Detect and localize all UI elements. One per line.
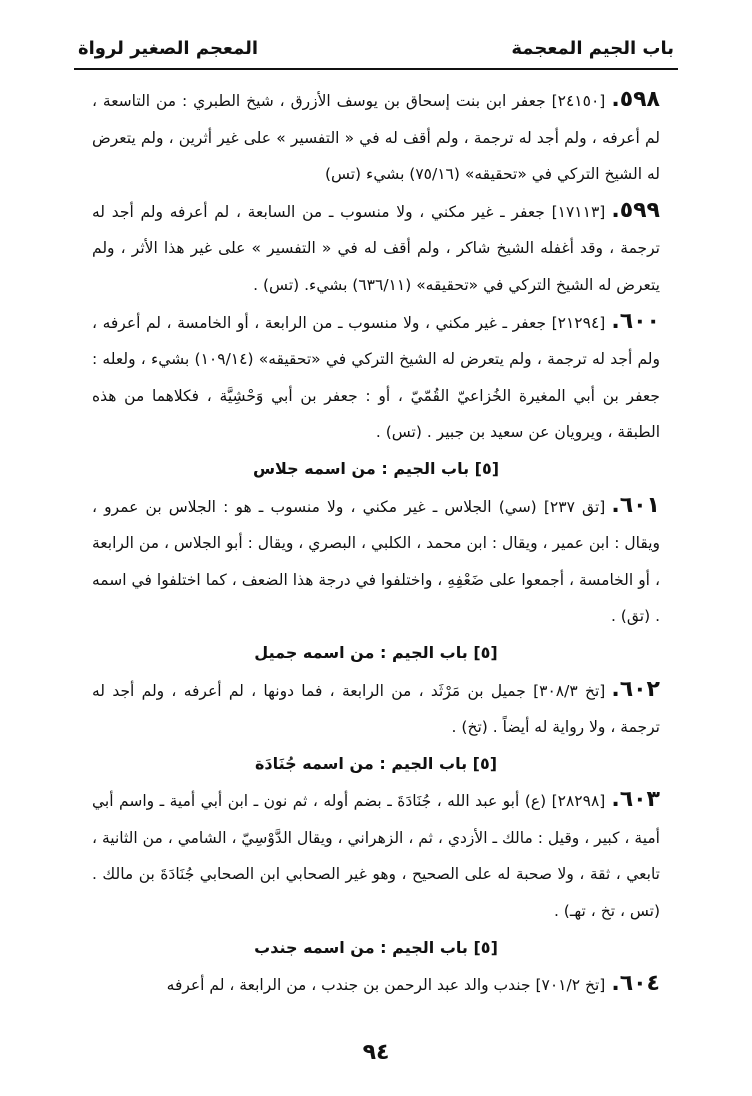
- entry-paragraph: [92, 966, 660, 1004]
- section-heading: [٥] باب الجيم : من اسمه جلاس: [252, 458, 500, 478]
- chapter-title: باب الجيم المعجمة: [511, 38, 674, 59]
- entry-text: [٢٨٢٩٨] (ع) أبو عبد الله ، جُنَادَةَ ـ بضم أوله ، ثم نون ـ ابن أبي أمية ـ واسم أبي أمية ، كبير ، وقيل : مالك ـ الأزدي ، ثم ، الزهراني ، ويقال الدَّوْسِيّ ، الشامي ، من الثانية ، تابعي ، ثقة ، ولا صحبة له على الصحيح ، وهو غير الصحابي ابن الصحابي جُنَادَةَ بن مالك . (تس ، تخ ، تهـ) .: [92, 792, 660, 921]
- entry-paragraph: [92, 82, 660, 193]
- entry-text: [تخ ٣٠٨/٣] جميل بن مَرْثَد ، من الرابعة ، فما دونها ، لم أعرفه ، ولم أجد له ترجمة ، ولا رواية له أيضاً . (تخ) .: [92, 681, 660, 737]
- entry-number: ٥٩٩.: [611, 197, 660, 223]
- section-heading: [٥] باب الجيم : من اسمه جندب: [254, 937, 498, 957]
- entry-number: ٦٠٣.: [611, 787, 660, 813]
- entry-text: [٢٤١٥٠] جعفر ابن بنت إسحاق بن يوسف الأزرق ، شيخ الطبري : من التاسعة ، لم أعرفه ، ولم أجد له ترجمة ، ولم أقف له في « التفسير » على غير أثرين ، ولم يتعرض له الشيخ التركي في «تحقيقه» (٧٥/١٦) بشيء (تس): [92, 92, 660, 184]
- entry-number: ٥٩٨.: [611, 87, 660, 112]
- entry-text: [١٧١١٣] جعفر ـ غير مكني ، ولا منسوب ـ من السابعة ، لم أعرفه ولم أجد له ترجمة ، وقد أغفله الشيخ شاكر ، ولم أقف له في « التفسير » على غير هذا الأثر ، ولم يتعرض له الشيخ التركي في «تحقيقه» (٦٣٦/١١) بشيء. (تس) .: [92, 202, 660, 294]
- entry-paragraph: [92, 488, 660, 635]
- entry-paragraph: [92, 193, 660, 304]
- page-number: ٩٤: [362, 1040, 390, 1065]
- entry-paragraph: [92, 672, 660, 746]
- entry-text: [تق ٢٣٧] (سي) الجلاس ـ غير مكني ، ولا منسوب ـ هو : الجلاس بن عمرو ، ويقال : ابن عمير ، ويقال : ابن محمد ، الكلبي ، البصري ، ويقال : أبو الجلاس ، من الرابعة ، أو الخامسة ، أجمعوا على ضَعْفِهِ ، واختلفوا في درجة هذا الضعف ، كما اختلفوا في اسمه . (تق) .: [92, 497, 660, 626]
- page-body: [92, 82, 660, 1004]
- section-heading: [٥] باب الجيم : من اسمه جميل: [254, 642, 498, 662]
- entry-paragraph: [92, 304, 660, 451]
- entry-number: ٦٠٤.: [611, 971, 660, 997]
- entry-number: ٦٠٢.: [611, 676, 660, 702]
- entry-text: [تخ ٧٠١/٢] جندب والد عبد الرحمن بن جندب ، من الرابعة ، لم أعرفه: [166, 976, 606, 995]
- book-title: المعجم الصغير لرواة: [78, 38, 259, 59]
- running-head: [74, 34, 678, 70]
- entry-number: ٦٠٠.: [611, 308, 660, 334]
- entry-text: [٢١٢٩٤] جعفر ـ غير مكني ، ولا منسوب ـ من الرابعة ، أو الخامسة ، لم أعرفه ، ولم أجد له ترجمة ، ولم يتعرض له الشيخ التركي في «تحقيقه» (١٠٩/١٤) بشيء ، ولعله : جعفر بن أبي المغيرة الخُزاعيّ القُمّيّ ، أو : جعفر بن أبي وَحْشِيَّة ، فكلاهما من هذه الطبقة ، ويرويان عن سعيد بن جبير . (تس) .: [92, 313, 660, 442]
- entry-paragraph: [92, 782, 660, 929]
- entry-number: ٦٠١.: [611, 492, 660, 518]
- section-heading: [٥] باب الجيم : من اسمه جُنَادَة: [254, 753, 498, 773]
